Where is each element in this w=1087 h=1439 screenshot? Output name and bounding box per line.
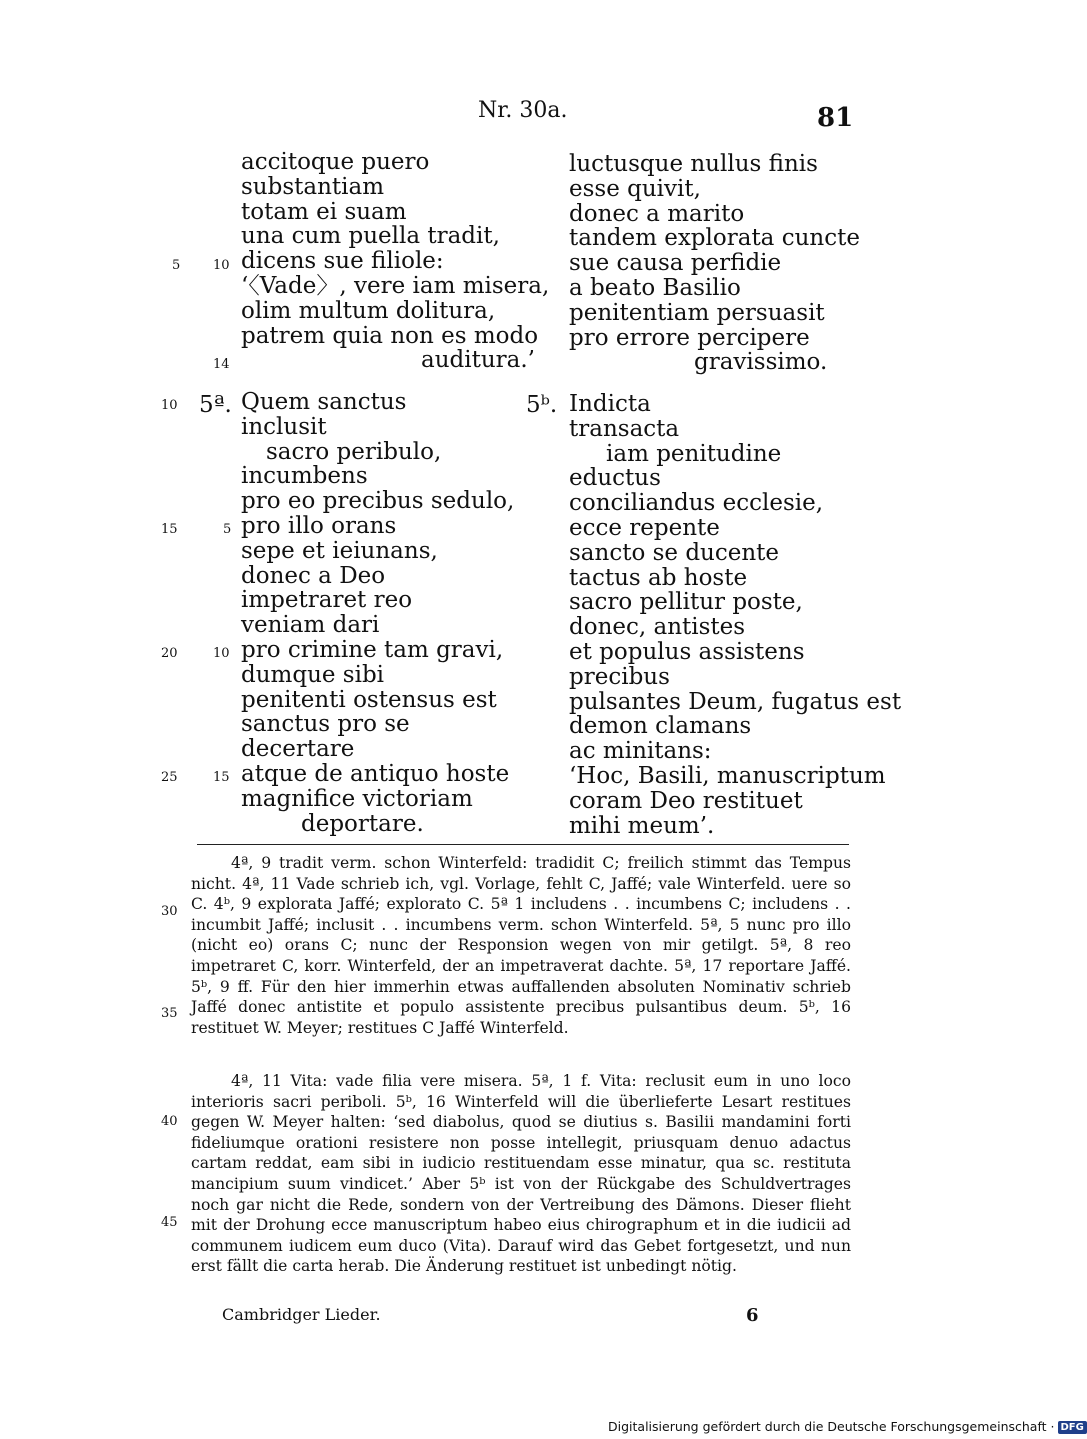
- digitization-credit: [608, 1419, 1087, 1434]
- verse-line: atque de antiquo hoste: [241, 760, 510, 787]
- verse-line: penitentiam persuasit: [569, 299, 825, 326]
- verse-line: Quem sanctus: [241, 389, 407, 415]
- verse-line: sue causa perfidie: [569, 250, 782, 277]
- verse-line: ecce repente: [569, 514, 720, 541]
- verse-line: transacta: [569, 415, 680, 442]
- verse-line: dicens sue filiole:: [241, 248, 444, 275]
- stanza-5b: [569, 392, 901, 838]
- verse-line: totam ei suam: [241, 198, 407, 225]
- verse-line: iam penitudine: [606, 440, 782, 467]
- stanza-4a-continuation: [241, 150, 549, 373]
- verse-line: donec, antistes: [569, 614, 746, 641]
- verse-line: deportare.: [301, 810, 424, 837]
- verse-line: conciliandus ecclesie,: [569, 490, 824, 517]
- verse-line: patrem quia non es modo: [241, 322, 539, 349]
- credit-text: Digitalisierung gefördert durch die Deutsche Forschungsgemeinschaft ·: [608, 1419, 1055, 1434]
- verse-line: decertare: [241, 736, 355, 763]
- verse-line: ‘Hoc, Basili, manuscriptum: [569, 762, 886, 789]
- line-number-outer: 20: [161, 646, 178, 661]
- verse-line: demon clamans: [569, 713, 752, 740]
- verse-line: inclusit: [241, 413, 327, 440]
- line-number-inner: 5: [223, 522, 232, 537]
- verse-line: sacro pellitur poste,: [569, 589, 803, 616]
- verse-line: sepe et ieiunans,: [241, 537, 438, 564]
- line-number-inner: 14: [213, 357, 230, 372]
- verse-line: pro errore percipere: [569, 324, 810, 351]
- stanza-5a-label: 5ª.: [199, 392, 232, 418]
- line-number-inner: 15: [213, 770, 230, 785]
- verse-line: auditura.’: [421, 347, 535, 374]
- verse-line: incumbens: [241, 463, 368, 490]
- verse-line: pro crimine tam gravi,: [241, 636, 504, 663]
- verse-line: eductus: [569, 465, 661, 492]
- verse-line: luctusque nullus finis: [569, 151, 818, 177]
- verse-line: penitenti ostensus est: [241, 686, 497, 713]
- line-number-outer: 30: [161, 904, 178, 919]
- verse-line: pro illo orans: [241, 512, 397, 539]
- page-number: 81: [817, 103, 854, 133]
- verse-line: olim multum dolitura,: [241, 297, 496, 324]
- verse-line: sacro peribulo,: [266, 438, 442, 465]
- verse-line: a beato Basilio: [569, 274, 741, 301]
- verse-line: tactus ab hoste: [569, 564, 748, 591]
- verse-line: precibus: [569, 663, 670, 690]
- verse-line: donec a Deo: [241, 562, 386, 589]
- verse-line: una cum puella tradit,: [241, 223, 500, 250]
- line-number-inner: 10: [213, 258, 230, 273]
- verse-line: pulsantes Deum, fugatus est: [569, 688, 902, 715]
- verse-line: gravissimo.: [694, 349, 828, 376]
- stanza-5b-label: 5ᵇ.: [526, 392, 558, 418]
- verse-line: ac minitans:: [569, 738, 712, 765]
- book-title-footer: Cambridger Lieder.: [222, 1305, 381, 1324]
- verse-line: tandem explorata cuncte: [569, 225, 860, 252]
- running-title: Nr. 30a.: [478, 98, 568, 123]
- signature-mark: 6: [746, 1305, 759, 1326]
- verse-line: sanctus pro se: [241, 711, 410, 738]
- verse-line: accitoque puero: [241, 149, 430, 175]
- verse-line: pro eo precibus sedulo,: [241, 488, 515, 515]
- verse-line: magnifice victoriam: [241, 785, 473, 812]
- line-number-outer: 25: [161, 770, 178, 785]
- line-number-outer: 35: [161, 1006, 178, 1021]
- line-number-outer: 15: [161, 522, 178, 537]
- commentary-text: 4ª, 11 Vita: vade filia vere misera. 5ª, 1 f. Vita: reclusit eum in uno loco interioris sacri periboli. 5ᵇ, 16 Winterfeld will die überlieferte Lesart restitues gegen W. Meyer halten: ‘sed diabolus, quod se diutius s. Basilii mandamini forti fideliumque orationi resistere non posse intellegit, priusquam denuo adactus cartam reddat, eam sibi in iudicio restituendam esse minatur, qua sc. restituta mancipium suum vindicet.’ Aber 5ᵇ ist von der Rückgabe des Schuldvertrages noch gar nicht die Rede, sondern von der Vertreibung des Dämons. Dieser flieht mit der Drohung ecce manuscriptum habeo eius chirographum et in die iudicii ad communem iudicem eum duco (Vita). Darauf wird das Gebet fortgesetzt, und nun erst fällt die carta herab. Die Änderung restituet ist unbedingt nötig.: [191, 1072, 851, 1276]
- stanza-5a: [241, 390, 514, 836]
- verse-line: dumque sibi: [241, 661, 385, 688]
- line-number-outer: 40: [161, 1114, 178, 1129]
- apparatus-notes: [191, 853, 851, 1038]
- verse-line: Indicta: [569, 391, 651, 417]
- verse-line: et populus assistens: [569, 638, 805, 665]
- apparatus-text: 4ª, 9 tradit verm. schon Winterfeld: tradidit C; freilich stimmt das Tempus nicht. 4ª, 11 Vade schrieb ich, vgl. Vorlage, fehlt C, Jaffé; vale Winterfeld. uere so C. 4ᵇ, 9 explorata Jaffé; explorato C. 5ª 1 includens . . incumbens C; includens . . incumbit Jaffé; inclusit . . incumbens verm. schon Winterfeld. 5ª, 5 nunc pro illo (nicht eo) orans C; nunc der Responsion wegen von mir getilgt. 5ª, 8 reo impetraret C, korr. Winterfeld, der an impetraverat dachte. 5ª, 17 reportare Jaffé. 5ᵇ, 9 ff. Für den hier immerhin etwas auffallenden absoluten Nominativ schrieb Jaffé donec antistite et populo assistente precibus pulsantibus deum. 5ᵇ, 16 restituet W. Meyer; restitues C Jaffé Winterfeld.: [191, 854, 851, 1037]
- line-number-outer: 45: [161, 1215, 178, 1230]
- verse-line: donec a marito: [569, 200, 745, 227]
- verse-line: impetraret reo: [241, 587, 413, 614]
- line-number-outer: 5: [172, 258, 181, 273]
- commentary-notes: [191, 1071, 851, 1277]
- line-number-outer: 10: [161, 398, 178, 413]
- line-number-inner: 10: [213, 646, 230, 661]
- verse-line: veniam dari: [241, 612, 380, 639]
- dfg-logo: DFG: [1058, 1421, 1087, 1434]
- verse-line: ‘〈Vade〉, vere iam misera,: [241, 272, 550, 299]
- verse-line: sancto se ducente: [569, 539, 780, 566]
- verse-line: esse quivit,: [569, 175, 701, 202]
- verse-line: mihi meum’.: [569, 812, 715, 839]
- verse-line: substantiam: [241, 173, 385, 200]
- footnote-rule: [197, 844, 849, 845]
- stanza-4b-continuation: [569, 152, 860, 375]
- verse-line: coram Deo restituet: [569, 787, 803, 814]
